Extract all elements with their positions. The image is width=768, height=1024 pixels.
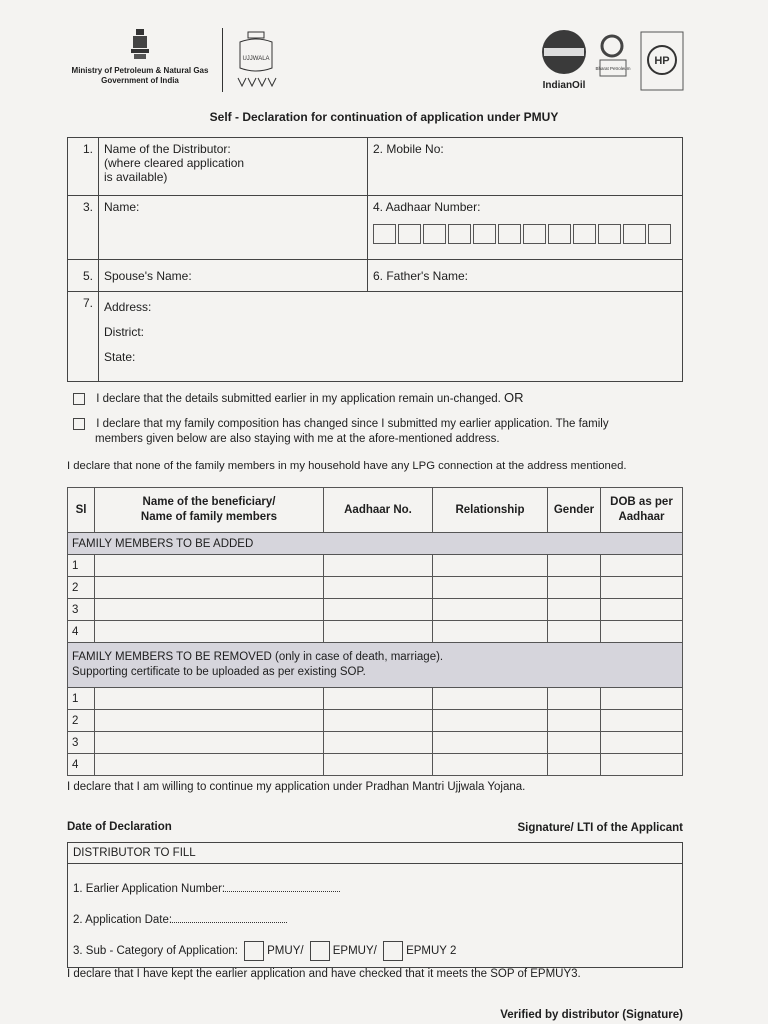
oil-company-logos — [538, 30, 688, 92]
national-emblem-icon — [128, 28, 152, 62]
bharat-petroleum-logo — [602, 36, 622, 56]
family-members-table — [67, 487, 683, 776]
indianoil-label: IndianOil — [542, 80, 586, 91]
col-name-header: Name of the beneficiary/ Name of family members — [95, 488, 324, 533]
declaration-unchanged: I declare that the details submitted earlier in my application remain un-changed. OR — [73, 390, 683, 407]
changed-checkbox[interactable] — [73, 418, 85, 430]
father-name-field[interactable]: 6. Father's Name: — [368, 260, 683, 292]
table-row[interactable]: 3 — [68, 599, 683, 621]
distributor-fill-table — [67, 842, 683, 968]
table-row[interactable]: 2 — [68, 577, 683, 599]
ujjwala-logo — [232, 28, 280, 90]
pmuy-checkbox[interactable] — [244, 941, 264, 961]
col-aadhaar-header: Aadhaar No. — [324, 488, 433, 533]
col-dob-header: DOB as per Aadhaar — [601, 488, 683, 533]
sub-category-field: 3. Sub - Category of Application: PMUY/ EPMUY/ EPMUY 2 — [73, 936, 677, 967]
table-row[interactable]: 1 — [68, 555, 683, 577]
final-declaration: I declare that I have kept the earlier application and have checked that it meets the SOP of EPMUY3. — [67, 968, 581, 980]
spouse-name-field[interactable]: Spouse's Name: — [99, 260, 368, 292]
ministry-name: Ministry of Petroleum & Natural Gas Government of India — [71, 66, 209, 85]
aadhaar-number-field[interactable]: 4. Aadhaar Number: — [368, 196, 683, 260]
col-sl-header: Sl — [68, 488, 95, 533]
mobile-number-field[interactable]: 2. Mobile No: — [368, 138, 683, 196]
page-title: Self - Declaration for continuation of application under PMUY — [209, 110, 559, 124]
unchanged-checkbox[interactable] — [73, 393, 85, 405]
table-row[interactable]: 2 — [68, 710, 683, 732]
verified-by-distributor-label: Verified by distributor (Signature) — [500, 1009, 683, 1021]
removed-section-header: FAMILY MEMBERS TO BE REMOVED (only in case of death, marriage). Supporting certificate to be uploaded as per existing SOP. — [68, 643, 683, 688]
hp-label: HP — [654, 55, 670, 67]
date-of-declaration-label: Date of Declaration — [67, 821, 172, 833]
distributor-name-field[interactable]: Name of the Distributor: (where cleared application is available) — [99, 138, 368, 196]
signature-label: Signature/ LTI of the Applicant — [517, 822, 683, 834]
declaration-changed: I declare that my family composition has changed since I submitted my earlier application. The family members given below are also staying with me at the afore-mentioned address. — [73, 417, 685, 447]
col-relationship-header: Relationship — [433, 488, 548, 533]
address-field[interactable]: Address: District: State: — [99, 292, 683, 382]
table-row[interactable]: 3 — [68, 732, 683, 754]
ujjwala-label: UJJWALA — [242, 56, 270, 62]
applicant-name-field[interactable]: Name: — [99, 196, 368, 260]
row-number: 5. — [68, 260, 99, 292]
table-row[interactable]: 4 — [68, 621, 683, 643]
epmuy2-checkbox[interactable] — [383, 941, 403, 961]
aadhaar-digit-boxes[interactable] — [373, 224, 677, 247]
table-row[interactable]: 1 — [68, 688, 683, 710]
col-gender-header: Gender — [548, 488, 601, 533]
header-divider — [222, 28, 223, 92]
earlier-application-number-field[interactable]: 1. Earlier Application Number: — [73, 874, 677, 905]
row-number: 3. — [68, 196, 99, 260]
added-section-header: FAMILY MEMBERS TO BE ADDED — [68, 533, 683, 555]
applicant-details-table — [67, 137, 683, 382]
declaration-no-lpg: I declare that none of the family members in my household have any LPG connection at the address mentioned. — [67, 460, 627, 472]
row-number: 7. — [68, 292, 99, 382]
application-date-field[interactable]: 2. Application Date: — [73, 905, 677, 936]
continue-declaration: I declare that I am willing to continue my application under Pradhan Mantri Ujjwala Yojana. — [67, 781, 526, 793]
row-number: 1. — [68, 138, 99, 196]
epmuy-checkbox[interactable] — [310, 941, 330, 961]
table-row[interactable]: 4 — [68, 754, 683, 776]
bharat-label: Bharat Petroleum — [595, 66, 631, 71]
distributor-header: DISTRIBUTOR TO FILL — [68, 843, 683, 864]
